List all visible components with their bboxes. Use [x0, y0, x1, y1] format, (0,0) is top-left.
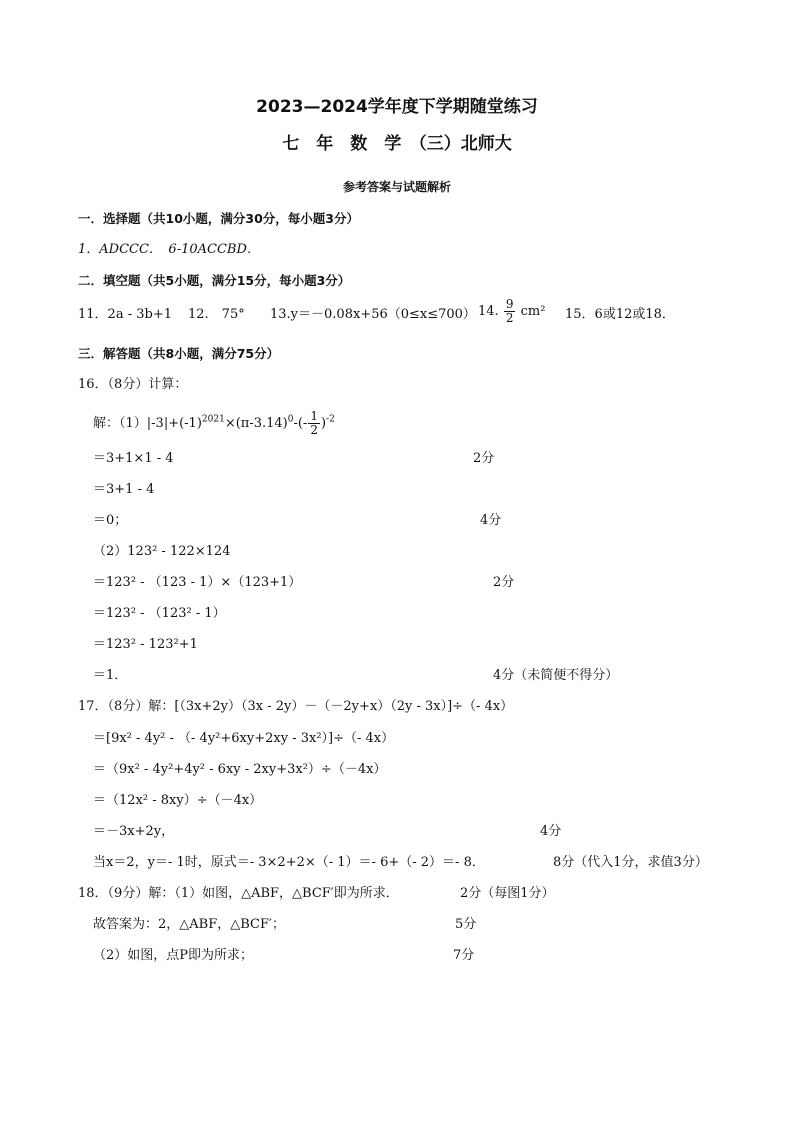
answer-15: 15．6或12或18．: [565, 307, 675, 322]
q16-step-2: ＝3+1 - 4: [93, 482, 155, 497]
q16-step-3: ＝0；: [93, 513, 128, 528]
answer-14-prefix: 14.: [478, 304, 499, 319]
q18-step-2-score: 7分: [453, 948, 475, 963]
q16-2-step-2: ＝123² - （123² - 1）: [93, 606, 226, 621]
q18-step-2: （2）如图，点P即为所求；: [93, 948, 254, 963]
q16-2-step-4: ＝1．: [93, 668, 128, 683]
q16-step-1: ＝3+1×1 - 4: [93, 451, 174, 466]
answer-12: 12. 75°: [188, 307, 245, 322]
q16-1-expression: [93, 410, 335, 437]
q17-step-5-score: 8分（代入1分，求值3分）: [553, 855, 708, 870]
q18-title: 18．（9分）解：（1）如图，△ABF，△BCF′即为所求．: [78, 886, 399, 901]
answer-14-unit: cm²: [520, 304, 546, 319]
q16-2-step-1-score: 2分: [493, 575, 515, 590]
fraction-denominator: 2: [310, 423, 318, 437]
q16-1-exponent-2: 0: [287, 414, 294, 425]
q16-2-step-1: ＝123² - （123 - 1）×（123+1）: [93, 575, 302, 590]
fraction-denominator: 2: [505, 311, 514, 325]
q16-step-3-score: 4分: [480, 513, 502, 528]
q17-step-3: ＝（12x² - 8xy）÷（－4x）: [93, 793, 263, 808]
q17-step-4-score: 4分: [540, 824, 562, 839]
answer-14: [478, 298, 545, 325]
exam-title: 2023—2024学年度下学期随堂练习: [256, 97, 538, 117]
q18-step-1: 故答案为：2，△ABF，△BCF′；: [93, 917, 285, 932]
answer-11: 11．2a - 3b+1: [78, 307, 172, 322]
q18-step-1-score: 5分: [455, 917, 477, 932]
q17-step-4: ＝－3x+2y，: [93, 824, 175, 839]
fraction-numerator: 9: [505, 297, 514, 311]
q17-step-2: ＝（9x² - 4y²+4y² - 6xy - 2xy+3x²）÷（－4x）: [93, 762, 387, 777]
section-title: 参考答案与试题解析: [342, 180, 451, 194]
q16-1-expr-part-d: ): [320, 416, 327, 431]
q17-step-5: 当x＝2，y＝- 1时，原式＝- 3×2+2×（- 1）＝- 6+（- 2）＝- 8．: [93, 855, 485, 870]
part1-heading: 一．选择题（共10小题，满分30分，每小题3分）: [78, 211, 359, 226]
answer-13: 13.y＝－0.08x+56（0≤x≤700）: [270, 307, 476, 322]
exam-subtitle: 七 年 数 学 （三）北师大: [282, 134, 512, 154]
q17-step-1: ＝[9x² - 4y² - （- 4y²+6xy+2xy - 3x²）]÷（- 4x）: [93, 731, 395, 746]
q16-2-expression: （2）123² - 122×124: [93, 544, 231, 559]
q18-title-score: 2分（每图1分）: [460, 886, 555, 901]
q16-title: 16．（8分）计算：: [78, 377, 188, 392]
q17-title: 17．（8分）解：[（3x+2y）（3x - 2y）－（－2y+x）（2y - 3x）]÷（- 4x）: [78, 699, 514, 714]
q16-1-expr-part-a: 解：（1）|-3|+(-1): [93, 416, 202, 431]
fraction-numerator: 1: [310, 409, 318, 423]
answer-14-fraction: [504, 298, 516, 325]
part3-heading: 三．解答题（共8小题，满分75分）: [78, 346, 280, 361]
q16-2-step-4-score: 4分（未简便不得分）: [493, 668, 619, 683]
q16-1-expr-part-c: -(-: [293, 416, 308, 431]
q16-1-exponent-3: -2: [326, 414, 335, 425]
q16-1-expr-part-b: ×(π-3.14): [224, 416, 288, 431]
q16-2-step-3: ＝123² - 123²+1: [93, 637, 198, 652]
q16-1-fraction: [308, 410, 320, 437]
q16-1-exponent-1: 2021: [201, 414, 225, 425]
q16-step-1-score: 2分: [473, 451, 495, 466]
part2-heading: 二．填空题（共5小题，满分15分，每小题3分）: [78, 273, 351, 288]
part1-answers: 1．ADCCC． 6-10ACCBD．: [78, 242, 260, 257]
